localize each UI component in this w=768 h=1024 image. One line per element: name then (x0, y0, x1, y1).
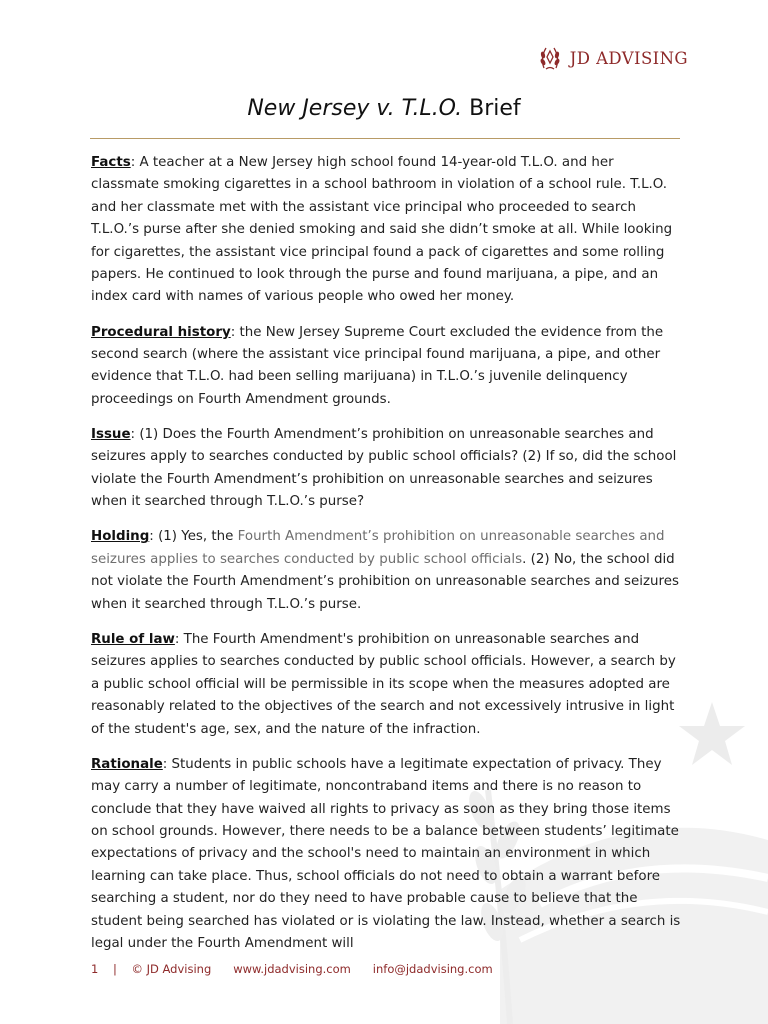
holding-text-b: . (2) No, the school did not violate the Fourth Amendment’s prohibition on unreasonable searches and seizures when it searched through T.L.O.’s purse. (91, 551, 679, 612)
case-name: New Jersey v. T.L.O. (247, 96, 463, 121)
rule-of-law-paragraph (91, 629, 681, 741)
brief-content (91, 152, 681, 968)
footer-website-link[interactable]: www.jdadvising.com (233, 962, 351, 976)
rationale-paragraph (91, 754, 681, 956)
holding-label: Holding (91, 529, 150, 545)
rule-of-law-label: Rule of law (91, 631, 175, 647)
page-title (0, 96, 768, 121)
brand-name: JD ADVISING (569, 48, 688, 68)
footer-email-link[interactable]: info@jdadvising.com (372, 962, 493, 976)
rationale-text: : Students in public schools have a legitimate expectation of privacy. They may carry a number of legitimate, noncontraband items and there is no reason to conclude that they have waived all rights to privacy as soon as they bring those items on school grounds. However, there needs to be a balance between students’ legitimate expectations of privacy and the school's need to maintain an environment in which learning can take place. Thus, school officials do not need to obtain a warrant before searching a student, nor do they need to have probable cause to believe that the student being searched has violated or is violating the law. Instead, whether a search is legal under the Fourth Amendment will (91, 756, 681, 951)
procedural-history-paragraph (91, 322, 681, 412)
page-number: 1 (91, 962, 99, 976)
issue-text: : (1) Does the Fourth Amendment’s prohibition on unreasonable searches and seizures apply to searches conducted by public school officials? (2) If so, did the school violate the Fourth Amendment’s prohibition on unreasonable searches and seizures when it searched through T.L.O.’s purse? (91, 427, 677, 510)
facts-text: : A teacher at a New Jersey high school found 14-year-old T.L.O. and her classmate smoking cigarettes in a school bathroom in violation of a school rule. T.L.O. and her classmate met with the assistant vice principal who proceeded to search T.L.O.’s purse after she denied smoking and said she didn’t smoke at all. While looking for cigarettes, the assistant vice principal found a pack of cigarettes and some rolling papers. He continued to look through the purse and found marijuana, a pipe, and an index card with names of various people who owed her money. (91, 155, 673, 305)
footer-copyright: © JD Advising (131, 962, 212, 976)
procedural-history-text: : the New Jersey Supreme Court excluded the evidence from the second search (where the assistant vice principal found marijuana, a pipe, and other evidence that T.L.O. had been selling marijuana) in T.L.O.’s juvenile delinquency proceedings on Fourth Amendment grounds. (91, 324, 664, 407)
procedural-history-label: Procedural history (91, 324, 231, 340)
issue-label: Issue (91, 427, 131, 443)
rationale-label: Rationale (91, 756, 163, 772)
laurel-icon (538, 44, 562, 72)
facts-paragraph (91, 152, 681, 309)
brand-logo (538, 44, 688, 72)
facts-label: Facts (91, 155, 131, 170)
title-suffix: Brief (469, 96, 521, 121)
holding-highlight: Fourth Amendment’s prohibition on unreasonable searches and seizures applies to searches conducted by public school officials (91, 529, 665, 567)
holding-text-a: : (1) Yes, the (149, 529, 238, 545)
watermark-star (679, 702, 745, 765)
title-divider (90, 138, 680, 139)
issue-paragraph (91, 424, 681, 514)
rule-of-law-text: : The Fourth Amendment's prohibition on unreasonable searches and seizures applies to searches conducted by public school officials. However, a search by a public school official will be permissible in its scope when the measures adopted are reasonably related to the objectives of the search and not excessively intrusive in light of the student's age, sex, and the nature of the infraction. (91, 631, 676, 737)
holding-paragraph (91, 526, 681, 616)
page-footer (91, 962, 493, 976)
footer-separator: | (112, 962, 117, 976)
